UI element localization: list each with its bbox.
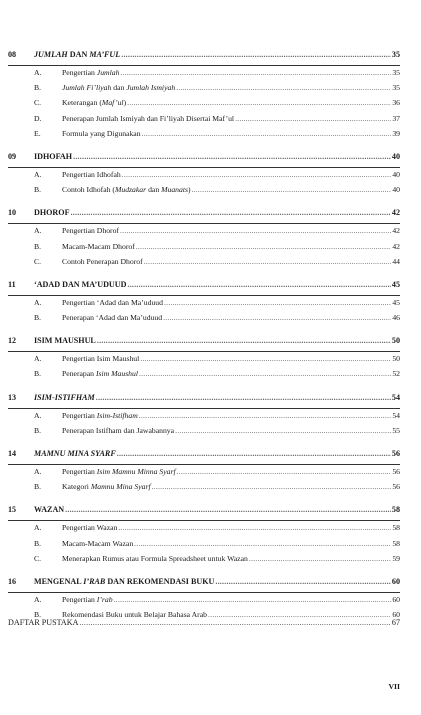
- chapter-title: MENGENAL I’RAB DAN REKOMENDASI BUKU: [34, 576, 215, 586]
- leader-dots: [73, 152, 391, 161]
- toc-entry[interactable]: [34, 226, 400, 241]
- entry-title: Macam-Macam Wazan: [62, 538, 134, 548]
- table-of-contents: [0, 50, 421, 633]
- chapter-number: 16: [8, 576, 17, 586]
- entry-title: Pengertian Isim Mamnu Minna Syarf: [62, 467, 176, 476]
- toc-entry[interactable]: [34, 554, 400, 569]
- entry-letter: A.: [34, 68, 42, 77]
- toc-entry[interactable]: [34, 467, 400, 482]
- entry-letter: B.: [34, 83, 42, 93]
- leader-dots: [144, 257, 392, 266]
- chapter-page: 40: [391, 151, 400, 161]
- entry-title: Formula yang Digunakan: [62, 128, 141, 138]
- toc-chapter-08: [0, 50, 421, 144]
- entry-title: Penerapan Jumlah Ismiyah dan Fi’liyah Disertai Maf’ul: [62, 113, 235, 123]
- entry-title: Pengertian Idhofah: [62, 169, 121, 179]
- chapter-heading[interactable]: [8, 449, 400, 465]
- entry-letter: C.: [34, 98, 42, 108]
- toc-entry[interactable]: [34, 185, 400, 200]
- chapter-page: 50: [391, 336, 400, 346]
- entry-page: 55: [392, 425, 400, 435]
- entry-letter: A.: [34, 169, 42, 179]
- leader-dots: [163, 313, 391, 322]
- leader-dots: [139, 369, 391, 378]
- chapter-number: 15: [8, 505, 17, 515]
- entry-page: 36: [392, 98, 400, 108]
- chapter-number: 08: [8, 50, 17, 59]
- toc-entry[interactable]: [34, 98, 400, 113]
- entry-title: Penerapan Istifham dan Jawabannya: [62, 425, 175, 435]
- toc-chapter-09: [0, 152, 421, 200]
- chapter-heading[interactable]: [8, 336, 400, 352]
- entry-page: 35: [392, 83, 400, 93]
- toc-chapter-14: [0, 449, 421, 497]
- chapter-heading[interactable]: [8, 152, 400, 168]
- entry-title: Menerapkan Rumus atau Formula Spreadsheet untuk Wazan: [62, 553, 248, 563]
- leader-dots: [142, 129, 392, 138]
- entry-page: 44: [392, 256, 400, 266]
- chapter-page: 58: [391, 505, 400, 515]
- toc-entry[interactable]: [34, 369, 400, 384]
- leader-dots: [79, 618, 390, 627]
- entry-title: Contoh Idhofah (Mudzakar dan Muanats): [62, 185, 191, 195]
- leader-dots: [176, 83, 391, 92]
- leader-dots: [164, 298, 391, 307]
- toc-entry[interactable]: [34, 114, 400, 129]
- entry-page: 40: [392, 185, 400, 195]
- entry-title: Pengertian Jumlah: [62, 68, 120, 77]
- chapter-heading[interactable]: [8, 50, 400, 66]
- entry-page: 45: [392, 297, 400, 307]
- entry-page: 39: [392, 128, 400, 138]
- entry-title: Pengertian Dhorof: [62, 226, 119, 236]
- daftar-pustaka-label: DAFTAR PUSTAKA: [8, 618, 79, 627]
- leader-dots: [215, 577, 391, 586]
- entry-title: Pengertian Wazan: [62, 523, 118, 533]
- chapter-title: ‘ADAD DAN MA’UDUUD: [34, 279, 127, 289]
- entry-letter: B.: [34, 425, 42, 435]
- entry-letter: A.: [34, 523, 42, 533]
- entry-letter: B.: [34, 313, 42, 323]
- entry-title: Kategori Mamnu Mina Syarf: [62, 482, 151, 492]
- entry-title: Pengertian I’rab: [62, 594, 113, 604]
- chapter-title: MAMNU MINA SYARF: [34, 449, 116, 458]
- leader-dots: [134, 539, 391, 548]
- leader-dots: [127, 280, 390, 289]
- toc-chapter-13: [0, 393, 421, 441]
- chapter-heading[interactable]: [8, 505, 400, 521]
- chapter-heading[interactable]: [8, 208, 400, 224]
- chapter-title: IDHOFAH: [34, 151, 73, 161]
- leader-dots: [120, 68, 391, 77]
- entry-title: Pengertian ‘Adad dan Ma’uduud: [62, 297, 163, 307]
- entry-letter: A.: [34, 467, 42, 476]
- toc-entry[interactable]: [34, 68, 400, 83]
- entry-page: 42: [392, 226, 400, 236]
- leader-dots: [127, 98, 391, 107]
- entry-letter: B.: [34, 538, 42, 548]
- chapter-number: 09: [8, 151, 17, 161]
- toc-entry[interactable]: [34, 313, 400, 328]
- toc-entry[interactable]: [34, 298, 400, 313]
- toc-entry[interactable]: [34, 595, 400, 610]
- toc-chapter-12: [0, 336, 421, 384]
- entry-page: 42: [392, 241, 400, 251]
- leader-dots: [121, 50, 391, 59]
- leader-dots: [249, 554, 391, 563]
- entry-letter: B.: [34, 610, 42, 620]
- chapter-heading[interactable]: [8, 577, 400, 593]
- leader-dots: [235, 114, 391, 123]
- chapter-title: DHOROF: [34, 208, 70, 218]
- entry-page: 58: [392, 538, 400, 548]
- chapter-page: 54: [391, 392, 400, 402]
- leader-dots: [96, 393, 391, 402]
- leader-dots: [97, 336, 391, 345]
- entry-page: 50: [392, 354, 400, 364]
- entry-page: 56: [392, 482, 400, 492]
- toc-chapter-11: [0, 280, 421, 328]
- chapter-page: 45: [391, 279, 400, 289]
- entry-page: 46: [392, 313, 400, 323]
- entry-page: 54: [392, 410, 400, 420]
- entry-page: 56: [392, 467, 400, 476]
- entry-page: 60: [392, 594, 400, 604]
- entry-page: 52: [392, 369, 400, 379]
- chapter-number: 11: [8, 279, 16, 289]
- entry-letter: E.: [34, 128, 41, 138]
- chapter-page: 56: [391, 449, 400, 458]
- entry-page: 59: [392, 553, 400, 563]
- entry-letter: B.: [34, 482, 42, 492]
- leader-dots: [192, 185, 392, 194]
- entry-page: 37: [392, 113, 400, 123]
- entry-page: 58: [392, 523, 400, 533]
- leader-dots: [175, 426, 391, 435]
- entry-letter: B.: [34, 241, 42, 251]
- entry-page: 40: [392, 169, 400, 179]
- chapter-heading[interactable]: [8, 393, 400, 409]
- entry-title: Pengertian Isim Maushul: [62, 354, 140, 364]
- leader-dots: [120, 226, 391, 235]
- entry-title: Rekomendasi Buku untuk Belajar Bahasa Arab: [62, 610, 207, 620]
- chapter-title: ISIM-ISTIFHAM: [34, 392, 95, 402]
- chapter-title: WAZAN: [34, 505, 65, 515]
- toc-entry[interactable]: [34, 539, 400, 554]
- toc-entry[interactable]: [34, 411, 400, 426]
- entry-title: Penerapan ‘Adad dan Ma’uduud: [62, 313, 163, 323]
- toc-entry[interactable]: [34, 523, 400, 538]
- entry-title: Jumlah Fi’liyah dan Jumlah Ismiyah: [62, 83, 176, 93]
- chapter-title: JUMLAH DAN MA’FUL: [34, 50, 121, 59]
- leader-dots: [139, 411, 392, 420]
- leader-dots: [136, 242, 392, 251]
- entry-letter: C.: [34, 256, 42, 266]
- leader-dots: [65, 505, 391, 514]
- entry-letter: B.: [34, 185, 42, 195]
- leader-dots: [114, 595, 392, 604]
- toc-chapter-10: [0, 208, 421, 272]
- toc-entry[interactable]: [34, 257, 400, 272]
- leader-dots: [71, 208, 391, 217]
- leader-dots: [117, 449, 391, 458]
- page-number: VII: [388, 682, 400, 691]
- toc-entry[interactable]: [34, 170, 400, 185]
- entry-letter: D.: [34, 113, 42, 123]
- entry-letter: A.: [34, 297, 42, 307]
- chapter-number: 13: [8, 392, 17, 402]
- entry-letter: A.: [34, 354, 42, 364]
- entry-letter: A.: [34, 594, 42, 604]
- toc-entry[interactable]: [34, 354, 400, 369]
- chapter-heading[interactable]: [8, 280, 400, 296]
- chapter-page: 35: [391, 50, 400, 59]
- entry-title: Macam-Macam Dhorof: [62, 241, 135, 251]
- entry-letter: A.: [34, 410, 42, 420]
- toc-entry[interactable]: [34, 482, 400, 497]
- leader-dots: [118, 523, 391, 532]
- toc-entry[interactable]: [34, 129, 400, 144]
- toc-entry[interactable]: [34, 426, 400, 441]
- entry-page: 35: [392, 68, 400, 77]
- daftar-pustaka-page: 67: [391, 618, 400, 627]
- chapter-page: 42: [391, 208, 400, 218]
- chapter-title: ISIM MAUSHUL: [34, 336, 96, 346]
- entry-title: Penerapan Isim Maushul: [62, 369, 139, 379]
- toc-entry[interactable]: [34, 83, 400, 98]
- chapter-number: 10: [8, 208, 17, 218]
- entry-letter: B.: [34, 369, 42, 379]
- daftar-pustaka-row[interactable]: [8, 618, 400, 632]
- leader-dots: [140, 354, 391, 363]
- entry-letter: A.: [34, 226, 42, 236]
- leader-dots: [152, 482, 392, 491]
- entry-title: Pengertian Isim-Istifham: [62, 410, 138, 420]
- chapter-page: 60: [391, 576, 400, 586]
- leader-dots: [177, 467, 392, 476]
- entry-letter: C.: [34, 553, 42, 563]
- leader-dots: [122, 170, 392, 179]
- entry-page: 60: [392, 610, 400, 620]
- chapter-number: 14: [8, 449, 17, 458]
- toc-entry[interactable]: [34, 242, 400, 257]
- toc-chapter-15: [0, 505, 421, 569]
- entry-title: Keterangan (Maf’ul): [62, 98, 127, 108]
- entry-title: Contoh Penerapan Dhorof: [62, 256, 143, 266]
- chapter-number: 12: [8, 336, 17, 346]
